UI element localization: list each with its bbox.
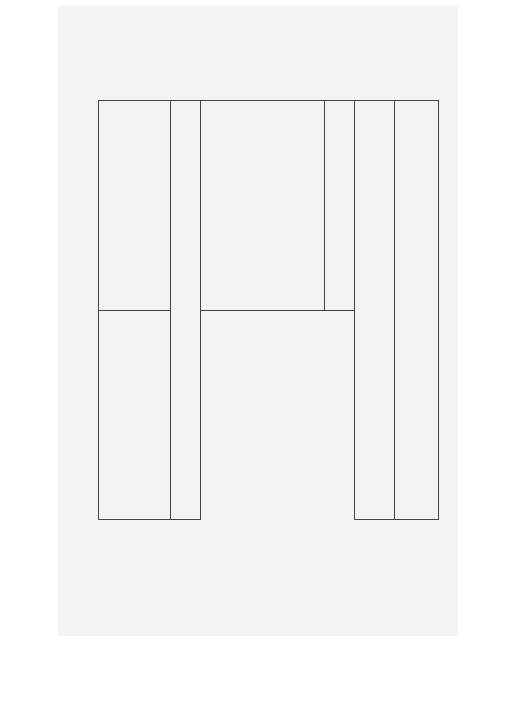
- remarks-cell-1: [99, 101, 171, 311]
- damage-cell-1: [201, 101, 325, 311]
- restore-date-column: [171, 101, 201, 520]
- remarks-text-1: [99, 101, 103, 109]
- date-text-1: [325, 101, 329, 109]
- remarks-text-2: [99, 311, 103, 319]
- date-header-column: [355, 101, 395, 520]
- date-cell-1: [325, 101, 355, 311]
- damage-text-1: [201, 101, 205, 109]
- table-row: [99, 101, 439, 311]
- title-column: [395, 101, 439, 520]
- date-header: [355, 101, 359, 111]
- damage-report-table: [98, 100, 439, 520]
- restore-date-header: [171, 101, 175, 109]
- form-table: [98, 100, 438, 520]
- remarks-cell-2: [99, 310, 171, 520]
- document-title: [395, 101, 399, 255]
